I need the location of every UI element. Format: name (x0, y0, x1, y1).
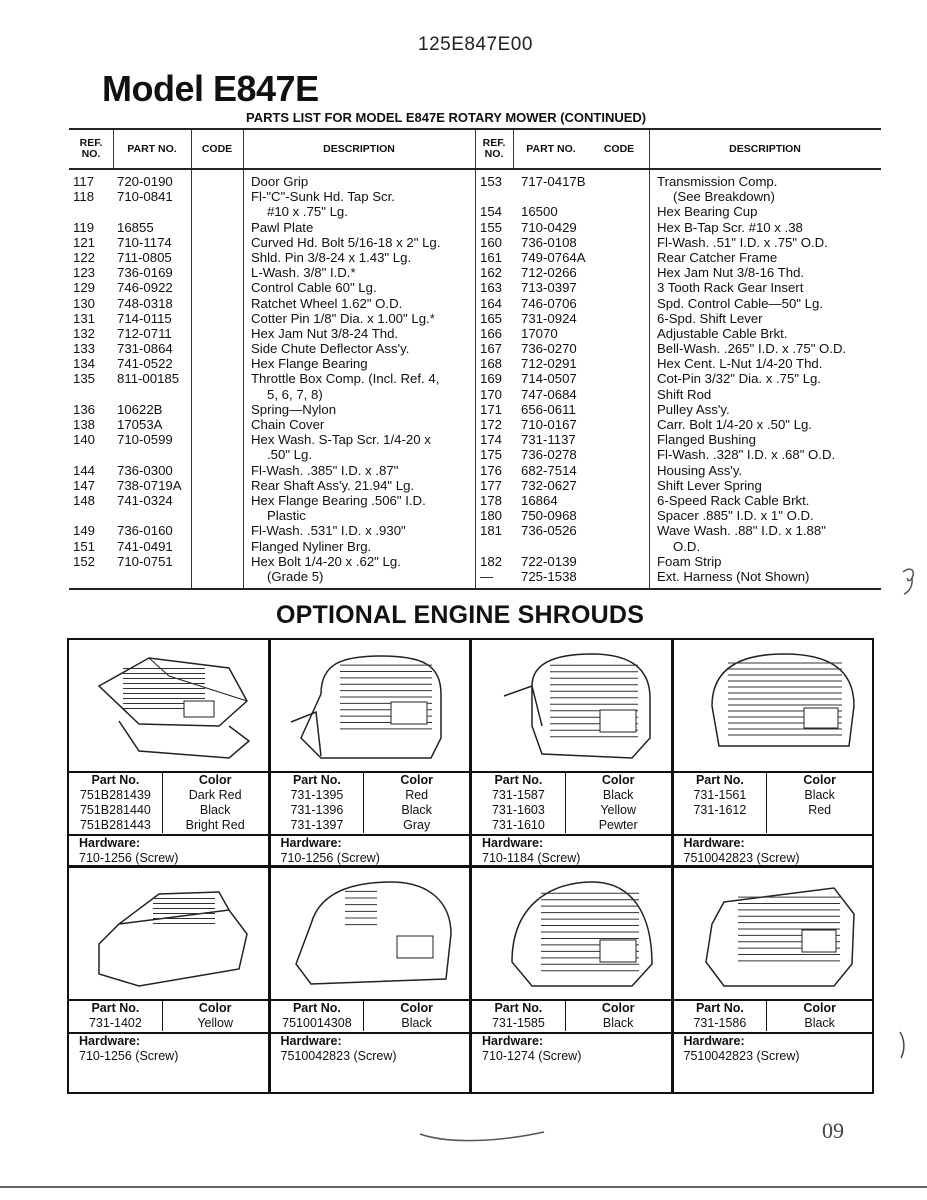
left-desc-cell: Shld. Pin 3/8-24 x 1.43" Lg. (251, 249, 412, 265)
left-part-cell: 710-1174 (117, 234, 172, 250)
hardware-label: Hardware: (482, 836, 544, 850)
hardware-label: Hardware: (683, 1033, 745, 1048)
shroud-color: Yellow (197, 1015, 233, 1030)
hardware-value: 710-1256 (Screw) (280, 851, 380, 865)
shroud-hardware (69, 1032, 268, 1064)
left-ref-cell: 117 (73, 174, 95, 189)
parts-table-body (69, 170, 881, 590)
right-ref-cell: 169 (480, 371, 503, 387)
shroud-part-number: 731-1586 (674, 1016, 768, 1031)
left-part-cell: 736-0160 (117, 523, 173, 539)
left-part-cell: 736-0169 (117, 265, 173, 281)
left-desc-cell: Hex Flange Bearing .506" I.D. (251, 492, 426, 508)
right-ref-cell (480, 539, 513, 554)
pen-stroke (418, 1128, 548, 1146)
left-ref-cell: 122 (73, 249, 96, 265)
header-code-right: CODE (603, 142, 635, 155)
right-ref-cell: 167 (480, 341, 503, 357)
right-desc-cell: Transmission Comp. (657, 174, 778, 189)
left-desc-cell: Throttle Box Comp. (Incl. Ref. 4, (251, 371, 440, 387)
left-ref-cell: 135 (73, 371, 96, 387)
left-part-cell: 711-0805 (117, 249, 172, 265)
right-desc-cell: Flanged Bushing (657, 432, 756, 448)
hardware-label: Hardware: (280, 1033, 342, 1048)
right-desc-cell: Rear Catcher Frame (657, 249, 778, 265)
right-part-cell: 736-0526 (521, 523, 577, 539)
shroud-color: Black (199, 803, 231, 817)
right-ref-cell: 181 (480, 523, 503, 539)
shroud-color: Gray (403, 818, 431, 832)
left-ref-cell (73, 387, 113, 402)
left-ref-cell: 144 (73, 462, 96, 478)
shroud-part-number: 751B281443 (69, 818, 163, 833)
right-part-cell: 16864 (521, 492, 558, 508)
right-desc-cell: 6-Speed Rack Cable Brkt. (657, 492, 810, 508)
left-desc-cell: Spring—Nylon (251, 401, 337, 417)
right-ref-cell: 182 (480, 553, 503, 569)
right-part-cell: 656-0611 (521, 401, 576, 417)
part-no-header: Part No. (271, 1001, 365, 1016)
shroud-illustration (281, 646, 461, 768)
left-part-cell: 710-0599 (117, 432, 173, 448)
left-part-cell (117, 447, 191, 462)
left-ref-cell: 138 (73, 417, 96, 432)
hardware-label: Hardware: (280, 836, 342, 850)
left-desc-cell: .50" Lg. (267, 447, 313, 463)
left-ref-cell: 133 (73, 341, 96, 357)
right-desc-cell: Ext. Harness (Not Shown) (657, 568, 810, 584)
right-desc-cell: Bell-Wash. .265" I.D. x .75" O.D. (657, 341, 847, 357)
header-code: CODE (201, 142, 233, 155)
left-ref-cell: 132 (73, 325, 96, 341)
left-part-cell: 720-0190 (117, 174, 173, 189)
shroud-illustration (79, 646, 259, 768)
shroud-part-number: 731-1561 (674, 788, 768, 803)
shroud-card (472, 640, 671, 865)
header-ref-no-right: REF. NO. (482, 137, 506, 160)
right-ref-cell: — (480, 568, 494, 584)
right-ref-cell: 160 (480, 234, 503, 250)
shroud-part-number: 731-1612 (674, 803, 768, 818)
part-no-header: Part No. (69, 1001, 163, 1016)
left-desc-cell: Hex Wash. S-Tap Scr. 1/4-20 x (251, 432, 431, 448)
right-ref-cell: 177 (480, 477, 503, 493)
left-part-cell: 714-0115 (117, 310, 172, 326)
right-ref-cell: 154 (480, 204, 503, 220)
hardware-value: 7510042823 (Screw) (683, 1048, 800, 1063)
left-part-cell: 731-0864 (117, 341, 173, 357)
right-ref-cell: 172 (480, 417, 503, 432)
left-desc-cell: Door Grip (251, 174, 309, 189)
shroud-part-number: 751B281439 (69, 788, 163, 803)
shroud-card (69, 640, 268, 865)
left-ref-cell: 152 (73, 553, 96, 569)
left-desc-cell: Hex Jam Nut 3/8-24 Thd. (251, 325, 399, 341)
right-ref-cell: 155 (480, 219, 503, 235)
part-no-header: Part No. (674, 1001, 768, 1016)
shroud-part-table (472, 771, 671, 833)
right-desc-cell: Hex Jam Nut 3/8-16 Thd. (657, 265, 805, 281)
right-desc-cell: Spd. Control Cable—50" Lg. (657, 295, 823, 311)
shroud-illustration (482, 646, 662, 768)
shroud-part-number: 731-1396 (271, 803, 365, 818)
margin-mark (898, 566, 920, 596)
shroud-part-number: 731-1402 (69, 1016, 163, 1031)
shroud-part-number: 731-1610 (472, 818, 566, 833)
left-ref-cell: 121 (73, 234, 96, 250)
right-desc-cell: Wave Wash. .88" I.D. x 1.88" (657, 523, 826, 539)
right-ref-column (480, 174, 513, 584)
shroud-color: Black (804, 788, 835, 802)
shroud-hardware (472, 1032, 671, 1064)
shroud-part-table (271, 999, 470, 1031)
shroud-color: Black (602, 788, 634, 802)
right-desc-cell: 6-Spd. Shift Lever (657, 310, 763, 326)
bottom-rule (0, 1186, 927, 1188)
right-part-cell: 736-0270 (521, 341, 577, 357)
right-desc-cell: Hex Cent. L-Nut 1/4-20 Thd. (657, 356, 823, 372)
left-desc-cell: 5, 6, 7, 8) (267, 386, 323, 402)
right-part-cell: 747-0684 (521, 386, 577, 402)
left-part-column (117, 174, 191, 584)
left-part-cell: 748-0318 (117, 295, 173, 311)
right-part-cell: 746-0706 (521, 295, 577, 311)
left-desc-cell: Flanged Nyliner Brg. (251, 538, 372, 554)
left-desc-cell: Curved Hd. Bolt 5/16-18 x 2" Lg. (251, 234, 441, 250)
shroud-part-number: 731-1397 (271, 818, 365, 833)
left-desc-cell: Rear Shaft Ass'y. 21.94" Lg. (251, 477, 415, 493)
left-ref-cell: 147 (73, 477, 96, 493)
right-desc-cell: Pulley Ass'y. (657, 401, 730, 417)
left-part-cell: 811-00185 (117, 371, 180, 387)
model-title: Model E847E (102, 68, 319, 109)
part-no-header: Part No. (472, 1001, 566, 1016)
left-ref-cell (73, 569, 113, 584)
left-desc-cell: Control Cable 60" Lg. (251, 280, 377, 296)
left-ref-cell: 140 (73, 432, 96, 448)
color-header: Color (400, 1000, 433, 1015)
shroud-illustration (684, 874, 864, 996)
left-part-cell (117, 387, 191, 402)
hardware-value: 7510042823 (Screw) (280, 1048, 397, 1063)
right-desc-cell: Carr. Bolt 1/4-20 x .50" Lg. (657, 417, 812, 432)
shroud-color: Yellow (600, 803, 636, 817)
right-part-cell (521, 189, 641, 204)
hardware-label: Hardware: (683, 836, 745, 850)
left-part-cell: 741-0522 (117, 356, 173, 372)
part-no-header: Part No. (271, 773, 365, 788)
right-ref-cell: 162 (480, 265, 503, 281)
shroud-color: Bright Red (185, 818, 245, 832)
color-header: Color (601, 1000, 635, 1015)
shroud-part-table (674, 999, 873, 1031)
right-desc-cell: (See Breakdown) (673, 189, 775, 205)
color-header: Color (803, 773, 836, 787)
left-ref-cell: 118 (73, 189, 95, 205)
right-ref-cell: 164 (480, 295, 503, 311)
shroud-hardware (472, 834, 671, 865)
right-desc-cell: Hex Bearing Cup (657, 204, 758, 220)
shroud-color: Dark Red (188, 788, 242, 802)
left-part-cell: 712-0711 (117, 325, 172, 341)
left-desc-cell: (Grade 5) (267, 568, 324, 584)
header-description: DESCRIPTION (323, 142, 395, 155)
right-ref-cell: 174 (480, 432, 503, 448)
right-desc-cell: Foam Strip (657, 553, 722, 569)
right-desc-cell: Spacer .885" I.D. x 1" O.D. (657, 508, 814, 524)
right-ref-cell: 153 (480, 174, 503, 189)
right-desc-cell: Fl-Wash. .51" I.D. x .75" O.D. (657, 234, 828, 250)
shroud-color: Black (401, 803, 432, 817)
shroud-color: Black (401, 1015, 432, 1030)
right-part-cell: 731-0924 (521, 310, 577, 326)
header-part-no-right: PART NO. (526, 142, 576, 155)
right-part-cell: 736-0108 (521, 234, 577, 250)
shroud-part-number: 731-1395 (271, 788, 365, 803)
right-desc-cell: O.D. (673, 538, 701, 554)
left-desc-cell: Ratchet Wheel 1.62" O.D. (251, 295, 403, 311)
right-desc-cell: Hex B-Tap Scr. #10 x .38 (657, 219, 803, 235)
left-ref-cell: 129 (73, 280, 96, 296)
right-ref-cell: 161 (480, 249, 503, 265)
left-part-cell: 17053A (117, 417, 163, 432)
shroud-card (674, 868, 873, 1093)
left-desc-cell: L-Wash. 3/8" I.D.* (251, 265, 356, 281)
left-desc-cell: Hex Flange Bearing (251, 356, 368, 372)
hardware-value: 710-1256 (Screw) (79, 851, 179, 865)
right-part-cell: 710-0167 (521, 417, 577, 432)
shroud-part-number: 731-1585 (472, 1016, 566, 1031)
left-desc-cell: Cotter Pin 1/8" Dia. x 1.00" Lg.* (251, 310, 435, 326)
left-part-cell: 710-0841 (117, 189, 173, 205)
right-part-cell: 714-0507 (521, 371, 577, 387)
left-desc-cell: Side Chute Deflector Ass'y. (251, 341, 410, 357)
hardware-value: 710-1256 (Screw) (79, 1048, 179, 1063)
left-desc-cell: Chain Cover (251, 417, 325, 432)
shroud-color: Red (808, 803, 832, 817)
left-desc-cell: Fl-Wash. .531" I.D. x .930" (251, 523, 406, 539)
left-ref-cell: 149 (73, 523, 96, 539)
color-header: Color (601, 773, 635, 787)
shroud-card (472, 868, 671, 1093)
shroud-part-table (674, 771, 873, 833)
left-desc-cell: Pawl Plate (251, 219, 314, 235)
shroud-hardware (674, 834, 873, 865)
right-ref-cell (480, 189, 513, 204)
shroud-card (271, 640, 470, 865)
shroud-hardware (271, 1032, 470, 1064)
left-desc-cell: Hex Bolt 1/4-20 x .62" Lg. (251, 553, 401, 569)
shroud-grid (67, 638, 874, 1094)
left-part-cell: 16855 (117, 219, 154, 235)
hardware-value: 710-1274 (Screw) (482, 1048, 582, 1063)
right-desc-cell: 3 Tooth Rack Gear Insert (657, 280, 804, 296)
color-header: Color (198, 1000, 232, 1015)
parts-table (69, 128, 881, 590)
right-part-cell: 16500 (521, 204, 558, 220)
left-ref-cell: 123 (73, 265, 96, 281)
right-part-cell: 682-7514 (521, 462, 577, 478)
shroud-part-table (69, 771, 268, 833)
right-ref-cell: 178 (480, 492, 503, 508)
part-no-header: Part No. (674, 773, 768, 788)
shroud-part-number: 751B281440 (69, 803, 163, 818)
shroud-hardware (69, 834, 268, 865)
right-desc-cell: Fl-Wash. .328" I.D. x .68" O.D. (657, 447, 836, 463)
shroud-hardware (674, 1032, 873, 1064)
color-header: Color (198, 773, 232, 787)
shroud-color (767, 818, 872, 833)
header-part-no: PART NO. (127, 142, 177, 155)
margin-mark-2 (895, 1030, 909, 1060)
left-part-cell: 10622B (117, 401, 163, 417)
right-part-cell: 725-1538 (521, 568, 577, 584)
shroud-color: Black (602, 1015, 634, 1030)
left-part-cell: 710-0751 (117, 553, 173, 569)
right-part-cell: 736-0278 (521, 447, 577, 463)
left-part-cell (117, 204, 191, 219)
color-header: Color (803, 1000, 836, 1015)
right-ref-cell: 168 (480, 356, 503, 372)
color-header: Color (400, 773, 433, 787)
shroud-part-table (271, 771, 470, 833)
hardware-value: 7510042823 (Screw) (683, 851, 800, 865)
right-ref-cell: 180 (480, 508, 503, 524)
left-ref-cell: 134 (73, 356, 96, 372)
shroud-illustration (482, 874, 662, 996)
shroud-part-table (472, 999, 671, 1031)
shroud-color: Black (804, 1015, 835, 1030)
right-desc-cell: Adjustable Cable Brkt. (657, 325, 788, 341)
right-description-column (657, 174, 881, 584)
right-ref-cell: 163 (480, 280, 503, 296)
shroud-card (271, 868, 470, 1093)
left-part-cell: 741-0491 (117, 538, 173, 554)
left-desc-cell: Plastic (267, 508, 306, 524)
right-desc-cell: Shift Rod (657, 386, 712, 402)
part-no-header: Part No. (472, 773, 566, 788)
shroud-illustration (79, 874, 259, 996)
right-part-cell: 17070 (521, 325, 558, 341)
right-part-cell: 712-0291 (521, 356, 577, 372)
shroud-color: Pewter (598, 818, 638, 832)
shroud-part-table (69, 999, 268, 1031)
shroud-illustration (684, 646, 864, 768)
left-part-cell: 746-0922 (117, 280, 173, 296)
left-desc-cell: #10 x .75" Lg. (267, 204, 348, 220)
left-part-cell: 741-0324 (117, 492, 173, 508)
document-code: 125E847E00 (418, 34, 533, 55)
right-part-cell: 749-0764A (521, 249, 586, 265)
left-ref-cell (73, 447, 113, 462)
right-ref-cell: 176 (480, 462, 503, 478)
left-part-cell: 736-0300 (117, 462, 173, 478)
parts-table-header (69, 128, 881, 170)
right-part-cell: 712-0266 (521, 265, 577, 281)
right-ref-cell: 175 (480, 447, 503, 463)
shroud-card (69, 868, 268, 1093)
header-description-right: DESCRIPTION (729, 142, 801, 155)
hardware-value: 710-1184 (Screw) (482, 851, 581, 865)
page-number: 09 (822, 1118, 844, 1143)
right-part-column (521, 174, 641, 584)
left-part-cell: 738-0719A (117, 477, 182, 493)
left-ref-cell: 131 (73, 310, 96, 326)
left-part-cell (117, 569, 191, 584)
left-desc-cell: Fl-Wash. .385" I.D. x .87" (251, 462, 399, 478)
shroud-part-number: 731-1603 (472, 803, 566, 818)
shroud-hardware (271, 834, 470, 865)
right-desc-cell: Shift Lever Spring (657, 477, 762, 493)
hardware-label: Hardware: (79, 1033, 141, 1048)
hardware-label: Hardware: (79, 836, 141, 850)
shroud-illustration (281, 874, 461, 996)
left-desc-cell: Fl-"C"-Sunk Hd. Tap Scr. (251, 189, 395, 205)
right-part-cell: 717-0417B (521, 174, 586, 189)
left-ref-cell: 130 (73, 295, 96, 311)
left-ref-column (73, 174, 113, 584)
right-part-cell (521, 539, 641, 554)
left-description-column (251, 174, 475, 584)
right-desc-cell: Housing Ass'y. (657, 462, 743, 478)
left-ref-cell: 151 (73, 538, 96, 554)
shroud-part-number: 7510014308 (271, 1016, 365, 1031)
left-ref-cell: 119 (73, 219, 95, 235)
right-part-cell: 732-0627 (521, 477, 577, 493)
right-ref-cell: 170 (480, 386, 503, 402)
right-ref-cell: 166 (480, 325, 503, 341)
left-part-cell (117, 508, 191, 523)
shroud-part-number (674, 818, 768, 833)
right-ref-cell: 165 (480, 310, 503, 326)
left-ref-cell (73, 508, 113, 523)
right-desc-cell: Cot-Pin 3/32" Dia. x .75" Lg. (657, 371, 822, 387)
right-ref-cell: 171 (480, 401, 503, 417)
right-part-cell: 710-0429 (521, 219, 577, 235)
shroud-card (674, 640, 873, 865)
left-ref-cell (73, 204, 113, 219)
left-ref-cell: 136 (73, 401, 96, 417)
shroud-part-number: 731-1587 (472, 788, 566, 803)
parts-list-heading: PARTS LIST FOR MODEL E847E ROTARY MOWER (CONTINUED) (246, 110, 647, 125)
left-ref-cell: 148 (73, 492, 96, 508)
shroud-color: Red (405, 788, 429, 802)
header-ref-no: REF. NO. (79, 137, 103, 160)
right-part-cell: 713-0397 (521, 280, 577, 296)
part-no-header: Part No. (69, 773, 163, 788)
right-part-cell: 722-0139 (521, 553, 577, 569)
right-part-cell: 750-0968 (521, 508, 577, 524)
right-part-cell: 731-1137 (521, 432, 576, 448)
hardware-label: Hardware: (482, 1033, 544, 1048)
shroud-heading: OPTIONAL ENGINE SHROUDS (276, 601, 645, 629)
